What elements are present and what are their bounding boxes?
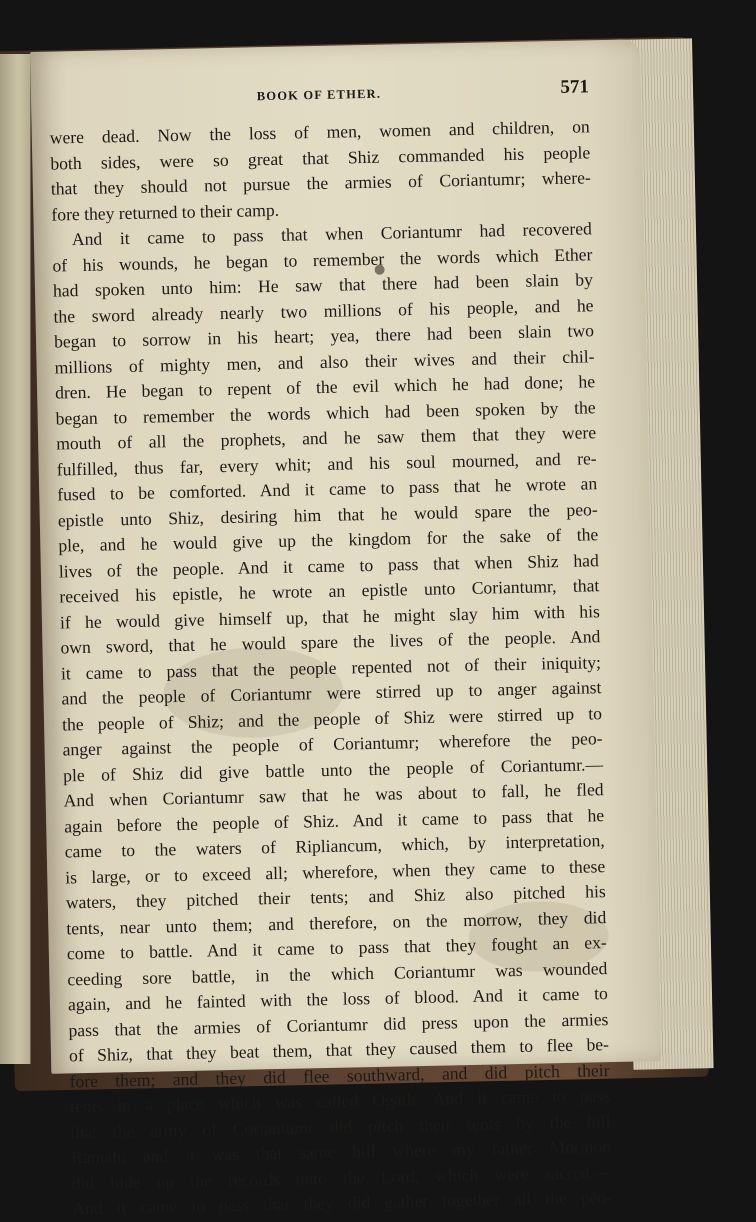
text-line: again, and he fainted with the loss of blood. And it came to xyxy=(67,983,609,1015)
text-line: tents, near unto them; and therefore, on the morrow, they did xyxy=(66,906,607,938)
text-line: and the people of Coriantumr were stirred up to anger against xyxy=(61,677,602,709)
left-page-edge xyxy=(0,54,31,1064)
text-line: of his wounds, he began to remember the words which Ether xyxy=(52,243,593,276)
text-line: pass that the armies of Coriantumr did press upon the armies xyxy=(68,1008,609,1040)
text-line: fore they returned to their camp. xyxy=(51,199,280,225)
text-line: mouth of all the prophets, and he saw them that they were xyxy=(55,422,597,454)
text-line: epistle unto Shiz, desiring him that he would spare the peo- xyxy=(57,498,598,531)
text-line: that they should not pursue the armies of Coriantumr; where- xyxy=(50,167,591,199)
text-line: were dead. Now the loss of men, women and children, on xyxy=(49,116,590,148)
text-line: both sides, were so great that Shiz commanded his people xyxy=(50,141,591,174)
text-line: the people of Shiz; and the people of Shiz were stirred up to xyxy=(61,702,603,734)
text-line: began to remember the words which had been spoken by the xyxy=(55,396,596,429)
text-line: fore them; and they did flee southward, and did pitch their xyxy=(69,1059,610,1091)
text-line: millions of mighty men, and also their wives and their chil- xyxy=(54,345,595,378)
text-line: ple of Shiz did give battle unto the people of Coriantumr.— xyxy=(62,753,604,785)
text-line: Ramah; and it was that same hill where my father Mormon xyxy=(70,1136,612,1168)
text-line: ceeding sore battle, in the which Coriantumr was wounded xyxy=(67,957,608,989)
text-line: the sword already nearly two millions of his people, and he xyxy=(53,294,594,327)
text-line: And it came to pass that they did gather together all the peo- xyxy=(72,1187,613,1219)
text-line: And it came to pass that when Coriantumr had recovered xyxy=(71,218,593,250)
text-line: if he would give himself up, that he might slay him with his xyxy=(59,600,601,632)
running-head-title: BOOK OF ETHER. xyxy=(256,86,382,104)
text-line: received his epistle, he wrote an epistle unto Coriantumr, that xyxy=(59,575,600,607)
text-line: that the army of Coriantumr did pitch their tents by the hill xyxy=(70,1110,611,1142)
text-line: come to battle. And it came to pass that they fought an ex- xyxy=(66,932,607,964)
page-content xyxy=(49,78,613,1222)
text-line: did hide up the records unto the Lord, which were sacred.— xyxy=(71,1161,612,1193)
text-line: tents in a place which was called Ogath. And it came to pass xyxy=(69,1085,611,1117)
text-line: dren. He began to repent of the evil which he had done; he xyxy=(54,371,596,403)
body-text xyxy=(50,114,613,1222)
text-line: ple, and he would give up the kingdom for the sake of the xyxy=(58,524,599,556)
text-line: had spoken unto him: He saw that there had been slain by xyxy=(52,269,594,301)
text-line: of Shiz, that they beat them, that they caused them to flee be- xyxy=(68,1034,610,1066)
text-line: came to the waters of Ripliancum, which, by interpretation, xyxy=(64,830,605,862)
text-line: lives of the people. And it came to pass that when Shiz had xyxy=(58,549,599,582)
text-line: is large, or to exceed all; wherefore, when they came to these xyxy=(65,855,606,887)
text-line: fused to be comforted. And it came to pass that he wrote an xyxy=(57,473,598,505)
text-line: again before the people of Shiz. And it came to pass that he xyxy=(64,804,605,836)
text-line: waters, they pitched their tents; and Shiz also pitched his xyxy=(65,881,606,913)
text-line: fulfilled, thus far, every whit; and his soul mourned, and re- xyxy=(56,447,597,480)
text-line: And when Coriantumr saw that he was about to fall, he fled xyxy=(63,779,604,811)
book-page xyxy=(30,39,661,1219)
text-line: it came to pass that the people repented not of their iniquity; xyxy=(60,651,602,683)
text-line: began to sorrow in his heart; yea, there had been slain two xyxy=(53,320,595,352)
text-line: own sword, that he would spare the lives of the people. And xyxy=(60,626,601,658)
running-head xyxy=(49,78,589,111)
text-line: anger against the people of Coriantumr; wherefore the peo- xyxy=(62,728,603,760)
page-number: 571 xyxy=(560,76,590,98)
